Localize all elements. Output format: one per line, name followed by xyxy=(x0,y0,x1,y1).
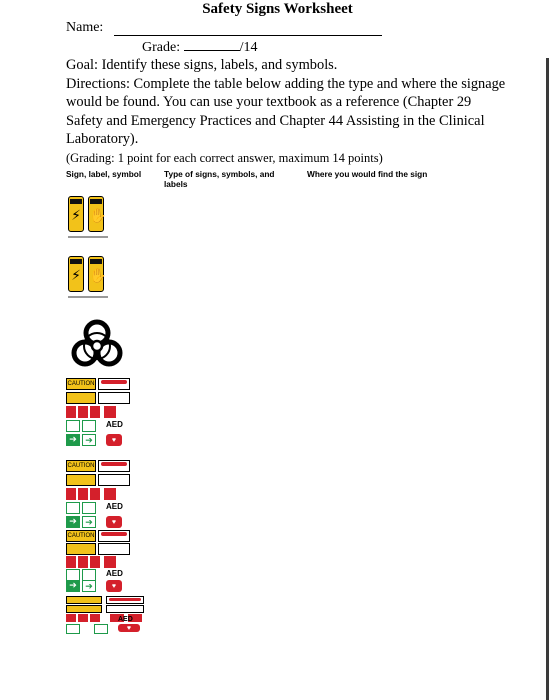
fire-extinguisher-icon xyxy=(78,614,88,622)
heart-icon: ♥ xyxy=(106,434,122,446)
arrow-right-icon: ➔ xyxy=(66,434,80,446)
exit-door-icon xyxy=(82,502,96,514)
grade-label: Grade: xyxy=(142,40,181,55)
grading-text: (Grading: 1 point for each correct answer, maximum 14 points) xyxy=(66,151,383,165)
aed-label: AED xyxy=(106,502,123,511)
safety-sign-group-4 xyxy=(66,596,146,636)
safety-sign-group-1 xyxy=(66,378,132,448)
high-voltage-sign-2 xyxy=(66,256,112,302)
grade-field[interactable] xyxy=(184,38,240,51)
aed-label: AED xyxy=(106,569,123,578)
caution-label: CAUTION xyxy=(66,460,96,472)
heart-icon: ♥ xyxy=(106,516,122,528)
arrow-right-icon: ➔ xyxy=(82,434,96,446)
danger-label xyxy=(98,530,130,542)
arrow-right-icon: ➔ xyxy=(66,580,80,592)
fire-alarm-icon xyxy=(90,556,100,568)
biohazard-icon xyxy=(66,318,128,372)
danger-label xyxy=(98,460,130,472)
arrow-right-icon: ➔ xyxy=(66,516,80,528)
heart-icon: ♥ xyxy=(118,624,140,632)
fire-hose-icon xyxy=(104,556,116,568)
arrow-right-icon: ➔ xyxy=(82,580,96,592)
aed-label: AED xyxy=(118,616,133,623)
danger-label xyxy=(98,378,130,390)
safety-sign-group-2 xyxy=(66,460,132,530)
high-voltage-sign-1 xyxy=(66,196,112,242)
name-label: Name: xyxy=(66,20,104,35)
worksheet-title: Safety Signs Worksheet xyxy=(202,1,353,17)
fire-extinguisher-icon xyxy=(78,406,88,418)
caution-banner xyxy=(66,596,102,604)
heart-icon: ♥ xyxy=(106,580,122,592)
exit-door-icon xyxy=(94,624,108,634)
caution-label: CAUTION xyxy=(66,530,96,542)
directions-text: Directions: Complete the table below adding the type and where the signage would be found. You can use your textbook as a reference (Chapter 29 Safety and Emergency Practices and Chapter 44 Assisting in the Clinical Laboratory). xyxy=(66,75,506,147)
aed-label: AED xyxy=(106,420,123,429)
table-header-sign: Sign, label, symbol xyxy=(66,169,142,179)
danger-banner xyxy=(106,596,144,604)
fire-hose-icon xyxy=(104,488,116,500)
fire-icon xyxy=(66,406,76,418)
fire-icon xyxy=(66,556,76,568)
lightning-icon: ⚡ xyxy=(68,196,84,232)
exit-person-icon xyxy=(66,420,80,432)
table-header-type: Type of signs, symbols, and labels xyxy=(164,169,275,189)
grade-total: /14 xyxy=(239,40,258,55)
safety-sign-group-3 xyxy=(66,530,132,592)
exit-door-icon xyxy=(82,420,96,432)
fire-alarm-icon xyxy=(90,406,100,418)
page-edge xyxy=(546,58,549,700)
grade-row xyxy=(142,38,257,56)
arrow-right-icon: ➔ xyxy=(82,516,96,528)
fire-extinguisher-icon xyxy=(78,556,88,568)
fire-alarm-icon xyxy=(90,614,100,622)
table-header-location: Where you would find the sign xyxy=(307,169,428,179)
instructions xyxy=(66,56,506,149)
goal-text: Goal: Identify these signs, labels, and symbols. xyxy=(66,57,338,73)
lightning-icon: ⚡ xyxy=(68,256,84,292)
name-field[interactable] xyxy=(114,35,382,36)
fire-alarm-icon xyxy=(90,488,100,500)
caution-label: CAUTION xyxy=(66,378,96,390)
caution-biohazard-icon xyxy=(66,392,96,404)
hand-warning-icon: ✋ xyxy=(88,256,104,292)
fire-icon xyxy=(66,488,76,500)
fire-extinguisher-icon xyxy=(78,488,88,500)
exit-person-icon xyxy=(66,502,80,514)
fire-hose-icon xyxy=(104,406,116,418)
fire-icon xyxy=(66,614,76,622)
exit-person-icon xyxy=(66,624,80,634)
hand-warning-icon: ✋ xyxy=(88,196,104,232)
